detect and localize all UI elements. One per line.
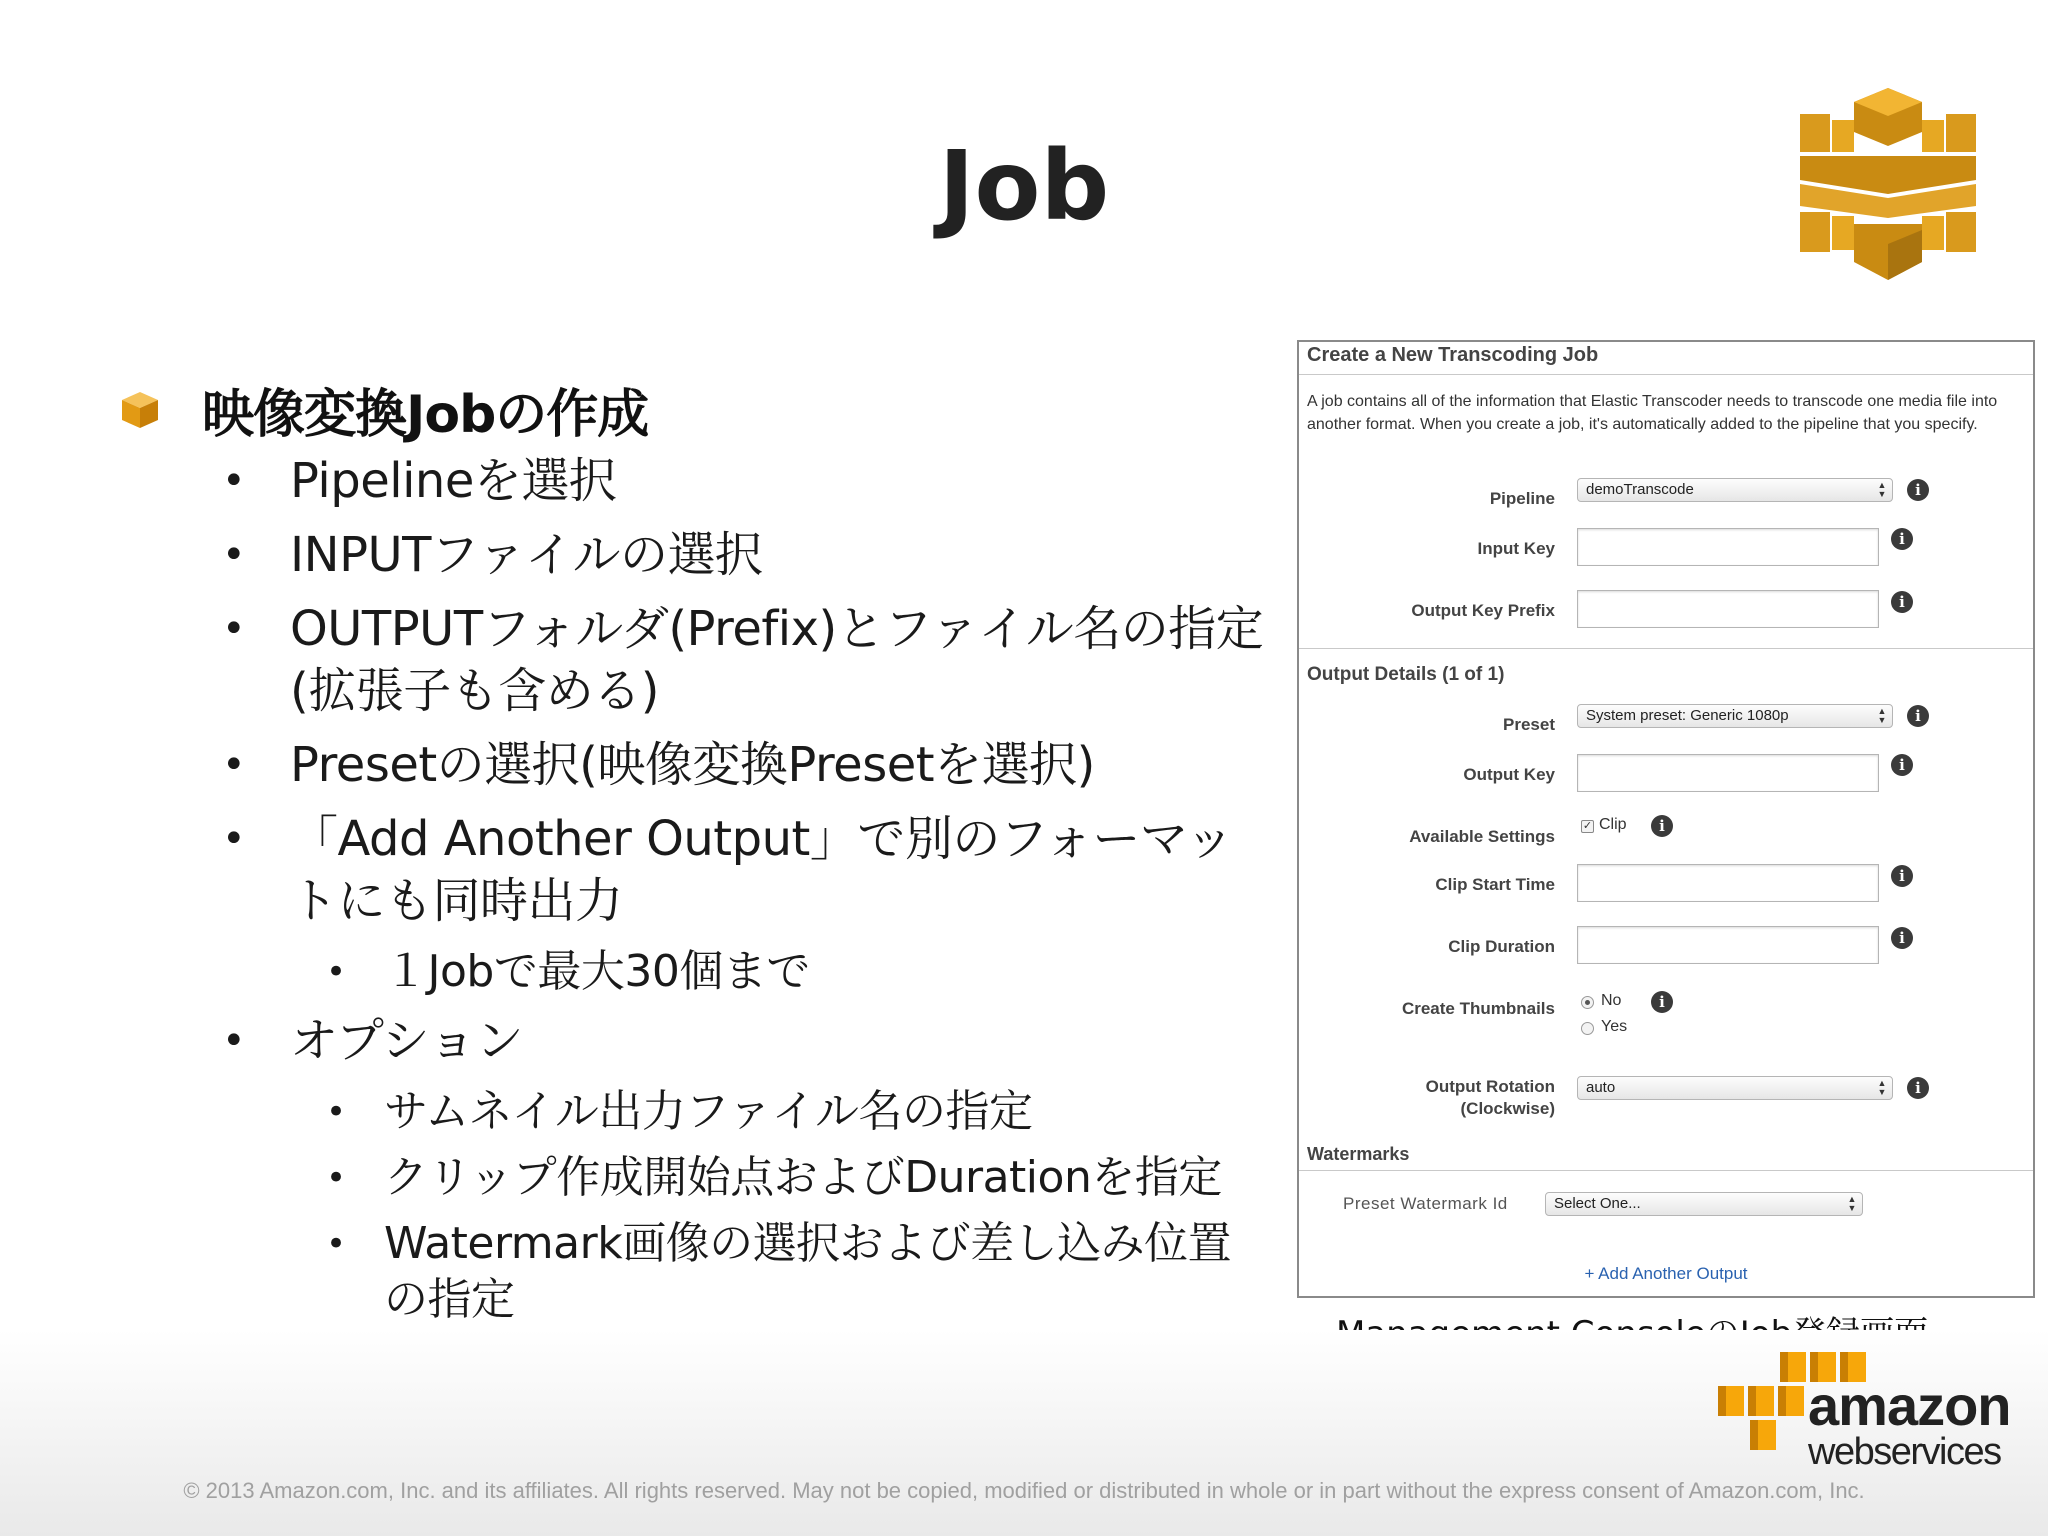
output-key-prefix-field[interactable]: [1577, 590, 1879, 628]
preset-label: Preset: [1503, 715, 1555, 734]
section-divider: [1299, 648, 2033, 649]
preset-watermark-select[interactable]: [1545, 1192, 1863, 1216]
clip-start-time-field[interactable]: [1577, 864, 1879, 902]
aws-logo-webservices: webservices: [1808, 1431, 2001, 1473]
bullet-list: [222, 450, 1272, 1338]
updown-arrow-icon: ▲ ▼: [1877, 480, 1887, 499]
input-key-field[interactable]: [1577, 528, 1879, 566]
preset-watermark-value: Select One...: [1554, 1195, 1641, 1212]
info-icon[interactable]: i: [1891, 865, 1913, 887]
bottom-block-row: [1800, 212, 1976, 280]
input-key-label: Input Key: [1477, 539, 1555, 558]
output-key-field[interactable]: [1577, 754, 1879, 792]
updown-arrow-icon: ▲ ▼: [1847, 1194, 1857, 1213]
info-icon[interactable]: i: [1891, 528, 1913, 550]
pipeline-label: Pipeline: [1489, 489, 1555, 508]
bullet-output: • OUTPUTフォルダ(Prefix)とファイル名の指定(拡張子も含める): [222, 598, 1272, 722]
elastic-transcoder-logo: [1800, 84, 1976, 284]
thumbnails-yes-label: Yes: [1601, 1018, 1628, 1035]
available-settings-label: Available Settings: [1409, 827, 1555, 846]
info-icon[interactable]: i: [1907, 705, 1929, 727]
copyright-notice: © 2013 Amazon.com, Inc. and its affiliates. All rights reserved. May not be copied, modified or distributed in whole or in part without the express consent of Amazon.com, Inc.: [183, 1478, 1865, 1503]
output-rotation-label: [1426, 1076, 1555, 1120]
output-details-title: Output Details (1 of 1): [1307, 664, 1505, 685]
cube-icon: [120, 390, 160, 430]
thumbnails-yes-radio[interactable]: [1581, 1022, 1594, 1035]
pipeline-select[interactable]: [1577, 478, 1893, 502]
panel-description: A job contains all of the information that Elastic Transcoder needs to transcode one media file into another format. When you create a job, it's automatically added to the pipeline that you specify.: [1307, 393, 1998, 433]
sub-bullet-max-outputs: • １Jobで最大30個まで: [326, 944, 1272, 1000]
create-thumbnails-label: Create Thumbnails: [1401, 999, 1555, 1018]
sub-bullet-thumbnails: • サムネイル出力ファイル名の指定: [326, 1084, 1272, 1140]
clip-option-label: Clip: [1599, 816, 1627, 833]
thumbnails-no-radio[interactable]: [1581, 996, 1594, 1009]
pipeline-value: demoTranscode: [1586, 481, 1694, 498]
bullet-preset: • Presetの選択(映像変換Presetを選択): [222, 734, 1272, 796]
panel-title: Create a New Transcoding Job: [1307, 344, 1599, 366]
bullet-input: • INPUTファイルの選択: [222, 524, 1272, 586]
sub-bullet-clip: • クリップ作成開始点およびDurationを指定: [326, 1150, 1272, 1206]
clip-duration-label: Clip Duration: [1448, 937, 1555, 956]
preset-value: System preset: Generic 1080p: [1586, 707, 1789, 724]
title-divider: [1299, 374, 2033, 375]
clip-checkbox[interactable]: ✓: [1582, 820, 1593, 832]
output-rotation-select[interactable]: [1577, 1076, 1893, 1100]
clip-start-time-label: Clip Start Time: [1435, 875, 1555, 894]
section-divider: [1299, 1170, 2033, 1171]
clip-duration-field[interactable]: [1577, 926, 1879, 964]
preset-select[interactable]: [1577, 704, 1893, 728]
thumbnails-no-label: No: [1601, 992, 1622, 1009]
sub-bullet-watermark: • Watermark画像の選択および差し込み位置の指定: [326, 1216, 1272, 1328]
info-icon[interactable]: i: [1907, 1077, 1929, 1099]
output-rotation-value: auto: [1586, 1079, 1616, 1096]
bullet-options: • オプション: [222, 1010, 1272, 1072]
output-rotation-label-line1: Output Rotation: [1425, 1077, 1555, 1096]
preset-watermark-label: Preset Watermark Id: [1343, 1194, 1508, 1213]
info-icon[interactable]: i: [1651, 991, 1673, 1013]
bullet-pipeline: • Pipelineを選択: [222, 450, 1272, 512]
info-icon[interactable]: i: [1891, 754, 1913, 776]
add-another-output-link[interactable]: + Add Another Output: [1584, 1264, 1748, 1283]
top-block-row: [1800, 88, 1976, 152]
heading-text: 映像変換Jobの作成: [202, 385, 649, 445]
output-rotation-label-line2: (Clockwise): [1460, 1099, 1555, 1118]
info-icon[interactable]: i: [1907, 479, 1929, 501]
info-icon[interactable]: i: [1891, 927, 1913, 949]
watermarks-title: Watermarks: [1307, 1144, 1410, 1164]
output-key-prefix-label: Output Key Prefix: [1411, 601, 1555, 620]
updown-arrow-icon: ▲ ▼: [1877, 706, 1887, 725]
updown-arrow-icon: ▲ ▼: [1877, 1078, 1887, 1097]
aws-logo-amazon: amazon: [1808, 1374, 2011, 1437]
slide-title: Job: [938, 130, 1110, 242]
heading-row: [120, 372, 648, 447]
info-icon[interactable]: i: [1891, 591, 1913, 613]
info-icon[interactable]: i: [1651, 815, 1673, 837]
output-key-label: Output Key: [1463, 765, 1555, 784]
bullet-add-output: • 「Add Another Output」で別のフォーマットにも同時出力: [222, 808, 1272, 932]
create-job-panel: [1297, 340, 2035, 1298]
